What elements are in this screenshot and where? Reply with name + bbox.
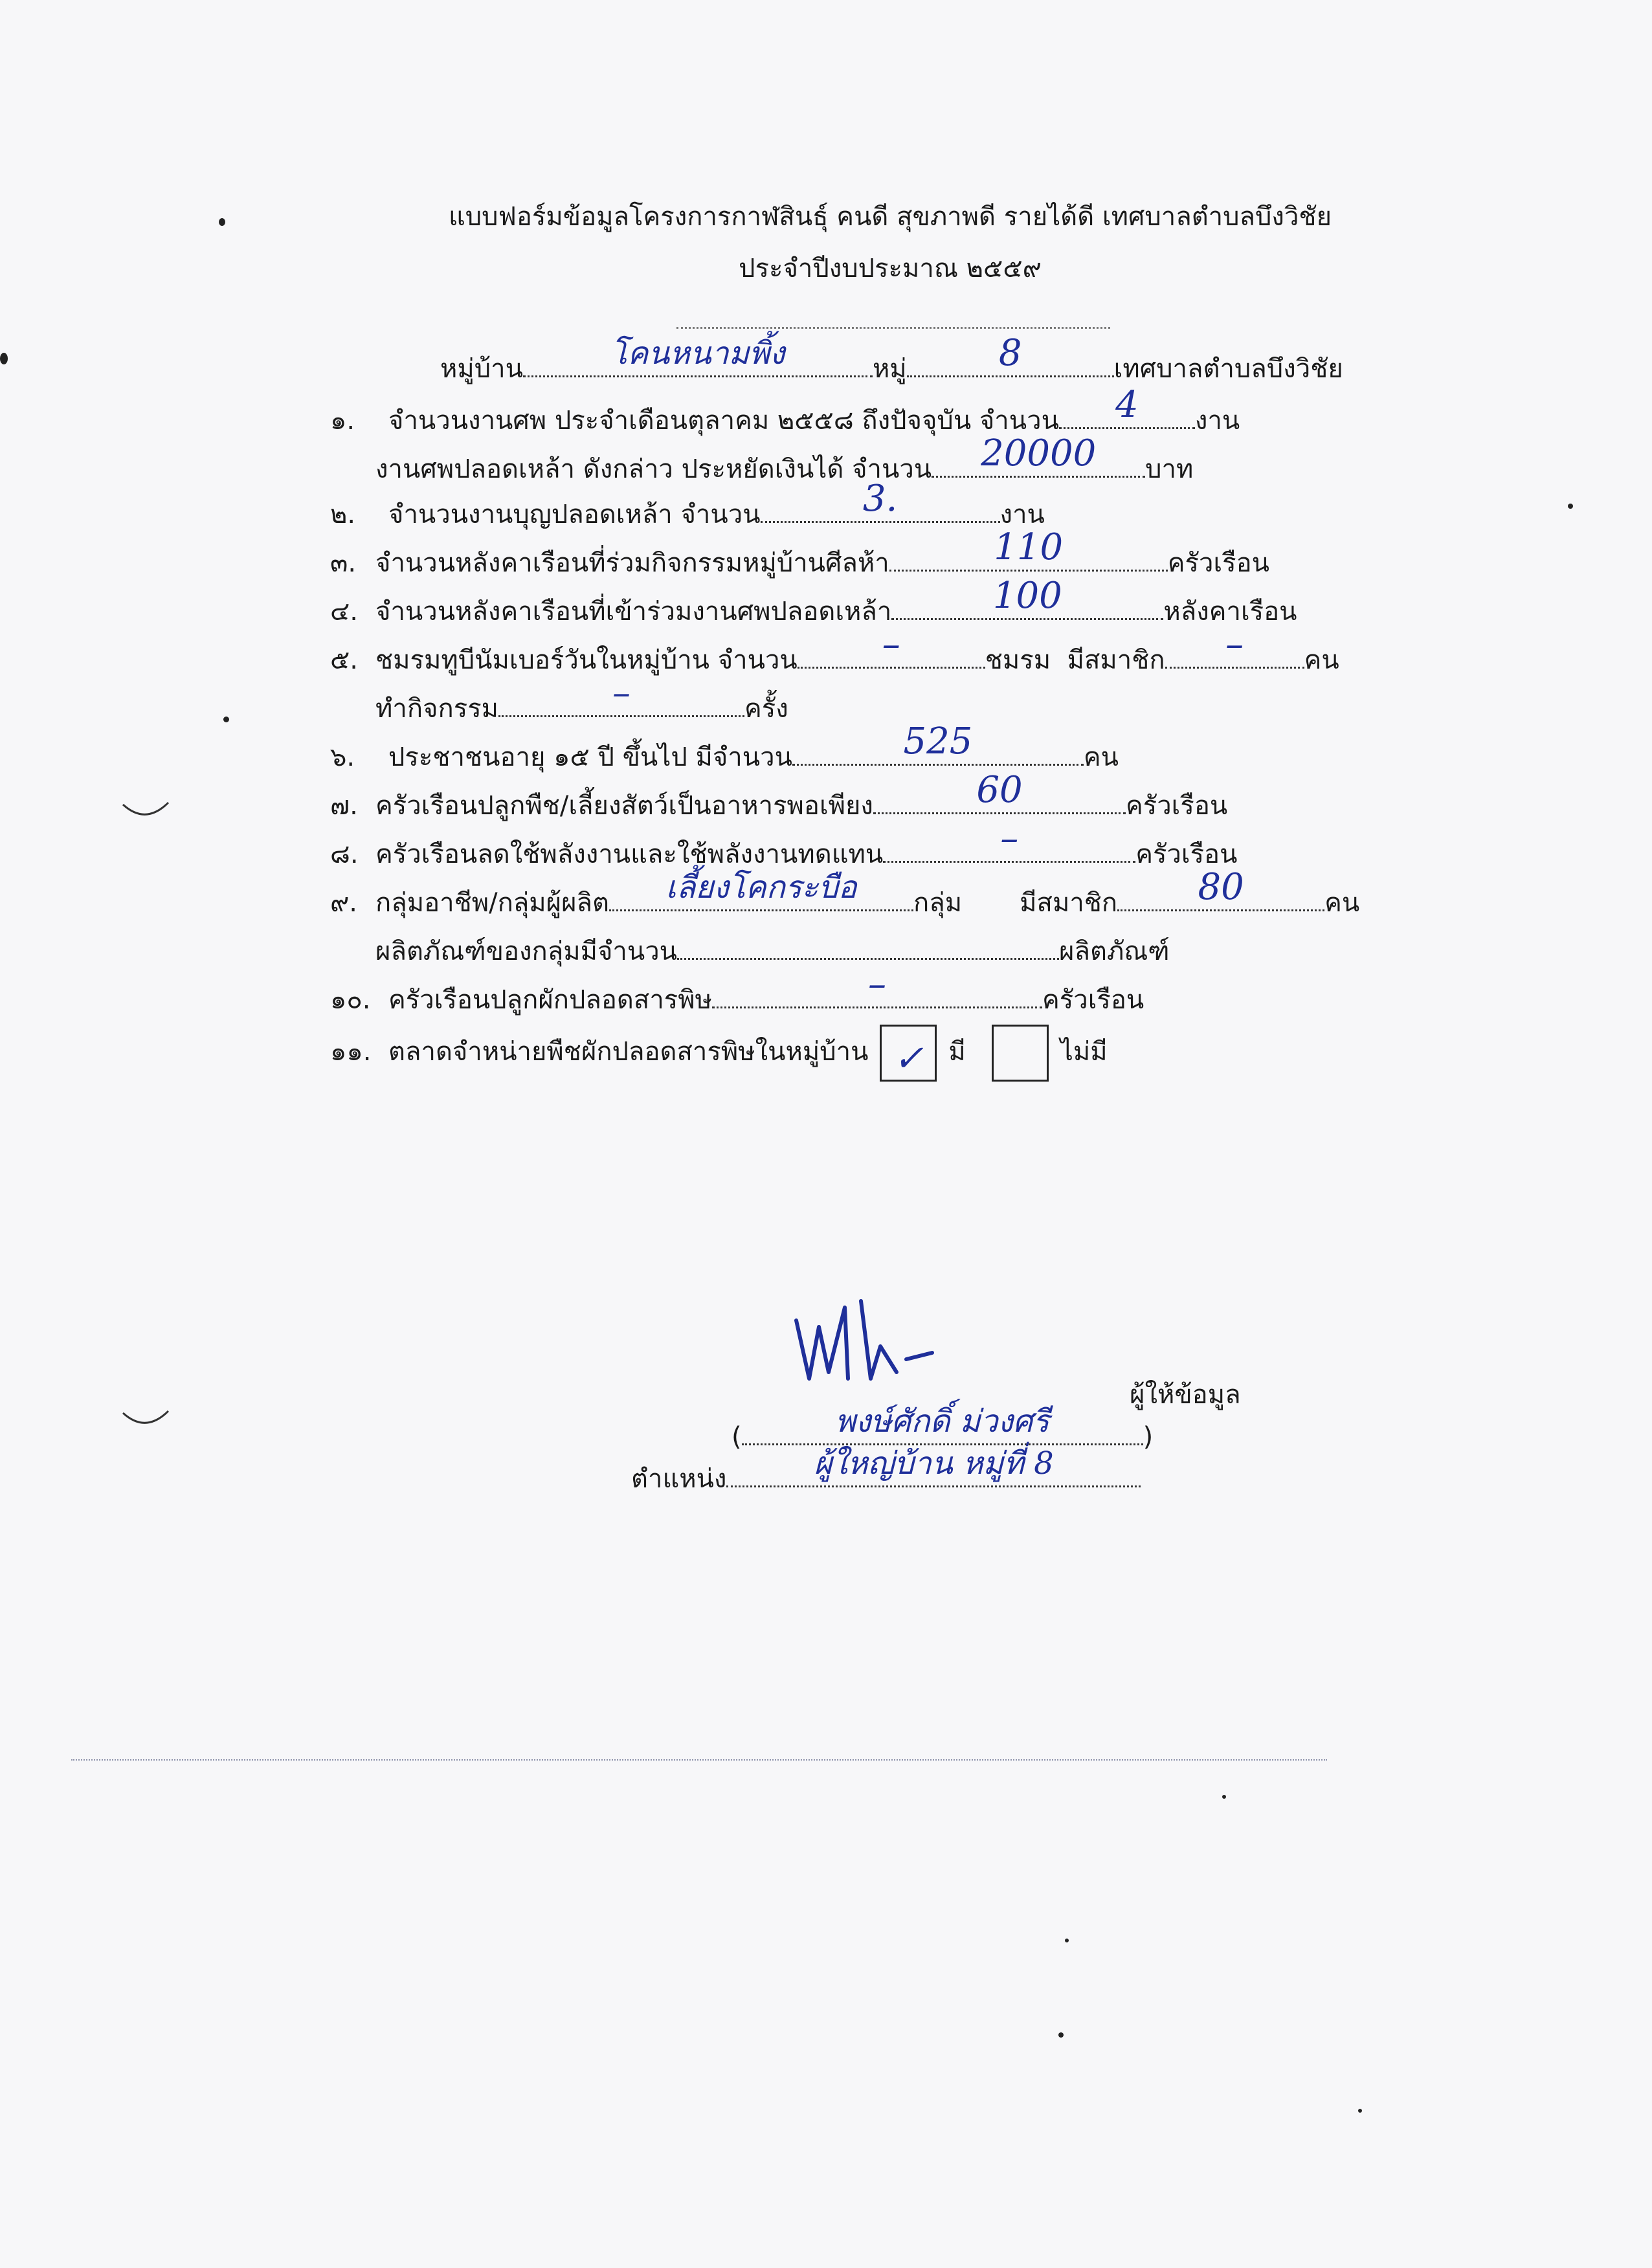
item-5b-field — [498, 672, 744, 717]
moo-label: หมู่ — [872, 354, 907, 384]
item-9-members-value: 80 — [1198, 866, 1244, 908]
signature-position-value: ผู้ใหญ่บ้าน หมู่ที่ 8 — [814, 1445, 1054, 1482]
village-field — [523, 335, 873, 377]
market-no-label: ไม่มี — [1060, 1037, 1108, 1067]
item-8-field — [883, 817, 1135, 863]
signature-position-line — [631, 1445, 1141, 1498]
item-7 — [375, 769, 1228, 825]
village-label: หมู่บ้าน — [440, 354, 523, 384]
item-2-text: จำนวนงานบุญปลอดเหล้า จำนวน — [388, 500, 761, 529]
item-11 — [388, 1023, 1108, 1082]
item-1-unit: งาน — [1194, 406, 1240, 436]
item-5b-unit: ครั้ง — [744, 694, 788, 724]
item-2-value: 3. — [862, 478, 898, 520]
item-2-number: ๒. — [330, 500, 356, 529]
item-5-text: ชมรมทูบีนัมเบอร์วันในหมู่บ้าน จำนวน — [375, 645, 798, 675]
item-7-field — [873, 769, 1126, 814]
punch-hole-mark — [120, 1408, 172, 1434]
item-3-unit: ครัวเรือน — [1167, 548, 1269, 578]
item-5b-text: ทำกิจกรรม — [375, 694, 499, 724]
scan-speck — [1568, 504, 1573, 509]
item-5b — [375, 672, 788, 728]
scan-speck — [1065, 1939, 1069, 1942]
item-9-text: กลุ่มอาชีพ/กลุ่มผู้ผลิต — [375, 888, 610, 918]
item-1-value: 4 — [1115, 384, 1139, 426]
item-11-number: ๑๑. — [330, 1037, 372, 1067]
item-8-text: ครัวเรือนลดใช้พลังงานและใช้พลังงานทดแทน — [375, 839, 884, 869]
item-2-unit: งาน — [999, 500, 1045, 529]
item-5-value: – — [882, 623, 900, 665]
item-6-field — [792, 720, 1084, 766]
item-9-members-field — [1117, 866, 1324, 911]
item-8-number: ๘. — [330, 839, 359, 869]
item-1-number: ๑. — [330, 406, 355, 436]
village-value: โคนหนามพิ้ง — [610, 335, 785, 372]
item-1b-text: งานศพปลอดเหล้า ดังกล่าว ประหยัดเงินได้ จำนวน — [375, 454, 932, 484]
signature-name-field — [742, 1403, 1143, 1445]
scan-speck — [1358, 2109, 1362, 2113]
item-8 — [375, 817, 1238, 874]
item-7-unit: ครัวเรือน — [1125, 791, 1228, 821]
item-1b-field — [932, 432, 1145, 478]
signature-name-value: พงษ์ศักดิ์ ม่วงศรี — [835, 1403, 1050, 1440]
item-4-field — [891, 575, 1163, 620]
item-9-members-label: มีสมาชิก — [1020, 888, 1118, 918]
item-4 — [375, 575, 1297, 631]
market-no-checkbox[interactable] — [992, 1025, 1049, 1082]
item-9-unit: กลุ่ม — [913, 888, 963, 918]
scan-speck — [1222, 1795, 1226, 1799]
item-6-unit: คน — [1083, 742, 1119, 772]
item-7-text: ครัวเรือนปลูกพืช/เลี้ยงสัตว์เป็นอาหารพอเพียง — [375, 791, 873, 821]
signature-position-field — [726, 1445, 1141, 1487]
form-subtitle: ประจำปีงบประมาณ ๒๕๕๙ — [739, 254, 1042, 284]
item-10-text: ครัวเรือนปลูกผักปลอดสารพิษ — [388, 985, 712, 1015]
item-3-field — [889, 526, 1168, 572]
moo-value: 8 — [998, 332, 1022, 374]
item-10-value: – — [868, 963, 886, 1005]
item-9 — [375, 866, 1360, 922]
item-5-members-field — [1165, 623, 1304, 669]
signature-name-line: ( พงษ์ศักดิ์ ม่วงศรี ) — [731, 1403, 1154, 1452]
village-line — [440, 332, 1343, 388]
item-1-field — [1059, 384, 1195, 429]
item-2 — [388, 478, 1045, 534]
item-8-unit: ครัวเรือน — [1135, 839, 1238, 869]
item-6-number: ๖. — [330, 742, 355, 772]
scan-speck — [1058, 2032, 1064, 2038]
signature-role: ผู้ให้ข้อมูล — [1130, 1380, 1241, 1410]
moo-field — [907, 332, 1114, 377]
item-9-number: ๙. — [330, 888, 358, 918]
item-9-value: เลี้ยงโคกระบือ — [665, 869, 857, 906]
item-5 — [375, 623, 1339, 680]
signature-position-label: ตำแหน่ง — [631, 1464, 727, 1494]
scan-speck — [0, 353, 8, 364]
municipality-label: เทศบาลตำบลบึงวิชัย — [1113, 354, 1343, 384]
market-yes-checkbox[interactable] — [880, 1025, 937, 1082]
item-2-field — [761, 478, 1000, 523]
header-dotted-rule — [676, 327, 1110, 329]
item-1b-value: 20000 — [981, 432, 1097, 474]
item-10-unit: ครัวเรือน — [1042, 985, 1144, 1015]
item-3 — [375, 526, 1269, 583]
item-4-value: 100 — [992, 575, 1062, 617]
item-3-number: ๓. — [330, 548, 357, 578]
item-8-value: – — [1000, 817, 1019, 860]
item-11-text: ตลาดจำหน่ายพืชผักปลอดสารพิษในหมู่บ้าน — [388, 1037, 869, 1067]
market-yes-label: มี — [948, 1037, 966, 1067]
item-5-members-label: มีสมาชิก — [1067, 645, 1165, 675]
item-9b-unit: ผลิตภัณฑ์ — [1059, 937, 1170, 966]
item-6-value: 525 — [903, 720, 973, 762]
item-5-unit: ชมรม — [985, 645, 1051, 675]
item-9b-text: ผลิตภัณฑ์ของกลุ่มมีจำนวน — [375, 937, 678, 966]
item-5-members-value: – — [1225, 623, 1244, 665]
item-9b-field — [677, 932, 1059, 960]
scan-artifact-line — [71, 1759, 1327, 1761]
punch-hole-mark — [120, 799, 172, 825]
item-3-value: 110 — [994, 526, 1064, 568]
item-7-value: 60 — [976, 769, 1023, 811]
item-10 — [388, 963, 1144, 1019]
item-9-members-unit: คน — [1324, 888, 1360, 918]
market-yes-checkmark: ✓ — [893, 1038, 924, 1080]
item-9-field — [609, 869, 913, 911]
scan-speck — [219, 218, 225, 226]
item-1-text: จำนวนงานศพ ประจำเดือนตุลาคม ๒๕๕๘ ถึงปัจจุบัน จำนวน — [388, 406, 1059, 436]
item-5-field — [798, 623, 985, 669]
item-4-number: ๔. — [330, 597, 358, 627]
scan-speck — [223, 717, 229, 722]
item-1 — [388, 384, 1240, 440]
item-4-text: จำนวนหลังคาเรือนที่เข้าร่วมงานศพปลอดเหล้า — [375, 597, 892, 627]
item-4-unit: หลังคาเรือน — [1163, 597, 1297, 627]
item-3-text: จำนวนหลังคาเรือนที่ร่วมกิจกรรมหมู่บ้านศีลห้า — [375, 548, 889, 578]
item-9b — [375, 932, 1170, 971]
item-5-number: ๕. — [330, 645, 358, 675]
item-10-number: ๑๐. — [330, 985, 371, 1015]
signature-scribble — [783, 1282, 952, 1418]
item-5b-value: – — [612, 672, 631, 714]
item-5-members-unit: คน — [1304, 645, 1339, 675]
item-1b-unit: บาท — [1145, 454, 1194, 484]
item-10-field — [712, 963, 1042, 1008]
item-6-text: ประชาชนอายุ ๑๕ ปี ขึ้นไป มีจำนวน — [388, 742, 792, 772]
form-title: แบบฟอร์มข้อมูลโครงการกาฬสินธุ์ คนดี สุขภาพดี รายได้ดี เทศบาลตำบลบึงวิชัย — [448, 202, 1332, 232]
item-7-number: ๗. — [330, 791, 358, 821]
